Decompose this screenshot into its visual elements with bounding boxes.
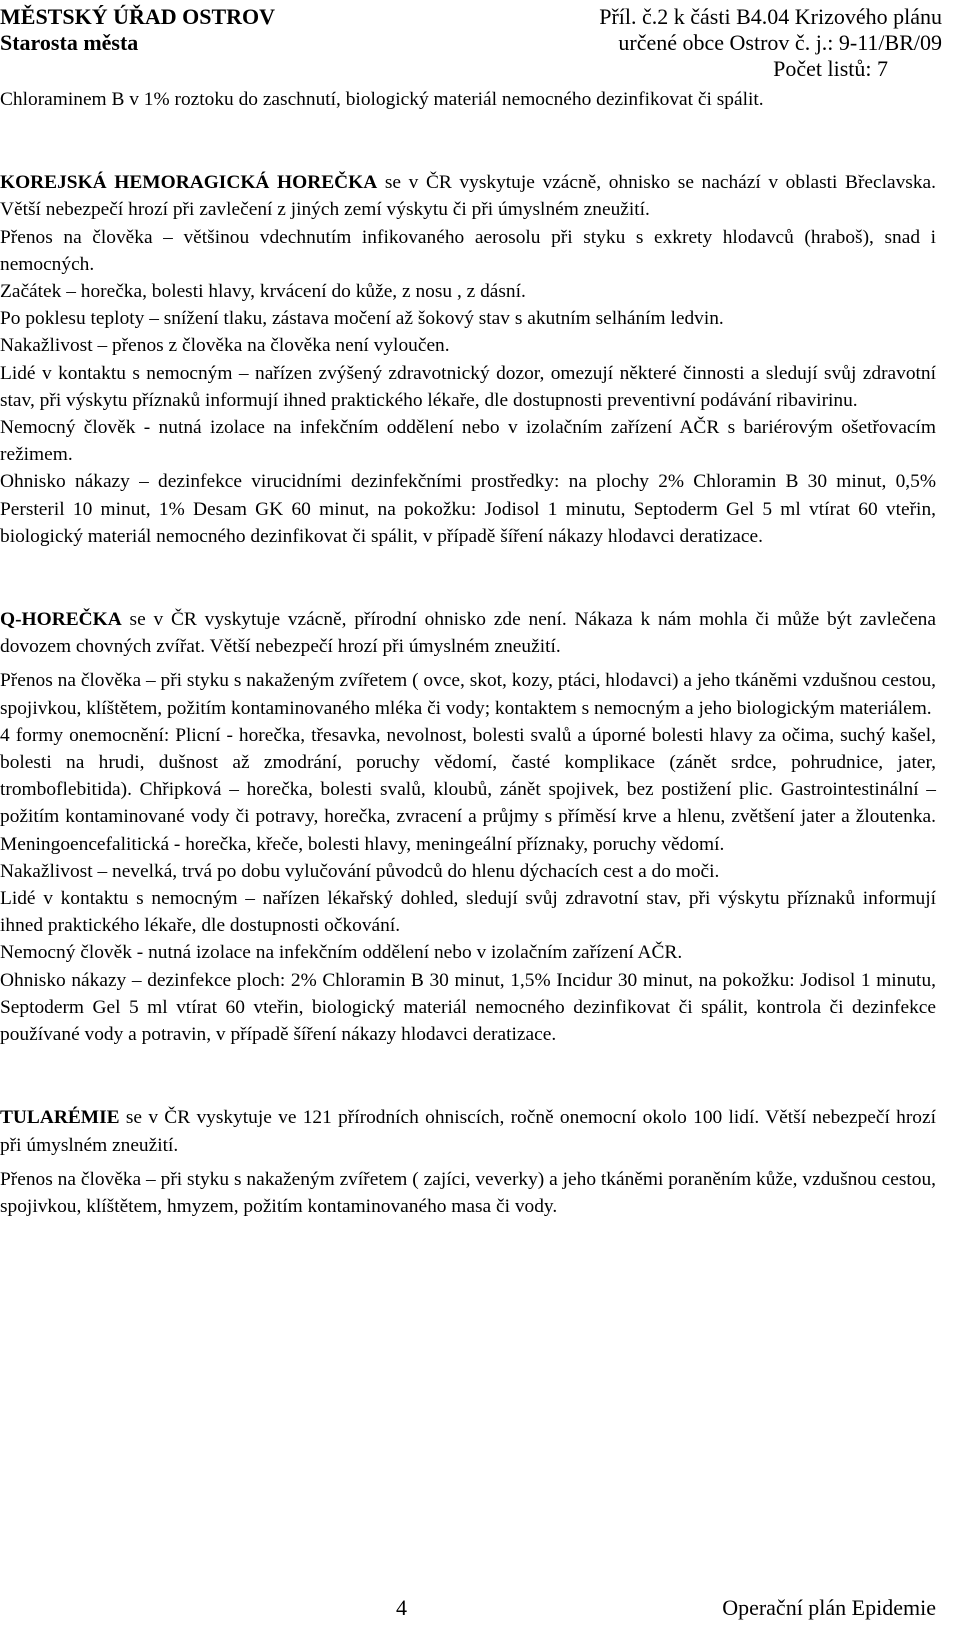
attachment-reference: Příl. č.2 k části B4.04 Krizového plánu <box>599 4 942 29</box>
paragraph-forms: 4 formy onemocnění: Plicní - horečka, třesavka, nevolnost, bolesti svalů a úporné bolesti hlavy za očima, suchý kašel, bolesti na hrudi, dušnost až zmodrání, poruchy vědomí, časté komplikace (zánět srdce, pohrudnice, jater, tromboflebitida). Chřipková – horečka, bolesti svalů, kloubů, zánět spojivek, bez postižení plic. Gastrointestinální – požitím kontaminované vody či potravy, horečka, zvracení a průjmy s příměsí krve a hlenu, zvětšení jater a žloutenka. Meningoencefalitická - horečka, křeče, bolesti hlavy, meningeální příznaky, poruchy vědomí. <box>0 724 936 855</box>
section-heading: KOREJSKÁ HEMORAGICKÁ HOREČKA <box>0 172 378 194</box>
section-q-horecka <box>0 606 936 1048</box>
section-tularemie <box>0 1104 936 1220</box>
intro-paragraph: Chloraminem B v 1% roztoku do zaschnutí, biologický materiál nemocného dezinfikovat či spálit. <box>0 89 764 110</box>
case-number: určené obce Ostrov č. j.: 9-11/BR/09 <box>618 30 942 55</box>
section-intro: TULARÉMIE se v ČR vyskytuje ve 121 přírodních ohniscích, ročně onemocní okolo 100 lidí. Větší nebezpečí hrozí při úmyslném zneužití. <box>0 1107 936 1156</box>
paragraph-contacts: Lidé v kontaktu s nemocným – nařízen zvýšený zdravotnický dozor, omezují některé činnosti a sledují svůj zdravotní stav, při výskytu příznaků informují ihned praktického lékaře, dle dostupnosti preventivní podávání ribavirinu. <box>0 362 936 411</box>
paragraph-contacts: Lidé v kontaktu s nemocným – nařízen lékařský dohled, sledují svůj zdravotní stav, při výskytu příznaků informují ihned praktického lékaře, dle dostupnosti očkování. <box>0 888 936 937</box>
paragraph-patient: Nemocný člověk - nutná izolace na infekčním oddělení nebo v izolačním zařízení AČR s bariérovým ošetřovacím režimem. <box>0 417 936 466</box>
header-reference <box>599 4 942 82</box>
paragraph-transmission: Přenos na člověka – při styku s nakaženým zvířetem ( zajíci, veverky) a jeho tkáněmi poraněním kůže, vzdušnou cestou, spojivkou, klíštětem, hmyzem, požitím kontaminovaného masa či vody. <box>0 1168 936 1217</box>
paragraph-disinfection: Ohnisko nákazy – dezinfekce virucidními dezinfekčními prostředky: na plochy 2% Chloramin B 30 minut, 0,5% Persteril 10 minut, 1% Desam GK 60 minut, na pokožku: Jodisol 1 minutu, Septoderm Gel 5 ml vtírat 60 vteřin, biologický materiál nemocného dezinfikovat či spálit, v případě šíření nákazy hlodavci deratizace. <box>0 471 936 547</box>
document-body <box>0 86 936 1220</box>
paragraph-transmission: Přenos na člověka – většinou vdechnutím infikovaného aerosolu při styku s exkrety hlodavců (hraboš), snad i nemocných. <box>0 226 936 275</box>
section-heading: Q-HOREČKA <box>0 609 122 631</box>
office-subtitle: Starosta města <box>0 30 139 55</box>
paragraph-onset: Začátek – horečka, bolesti hlavy, krvácení do kůže, z nosu , z dásní. <box>0 281 526 303</box>
paragraph-progress: Po poklesu teploty – snížení tlaku, zástava močení až šokový stav s akutním selháním ledvin. <box>0 308 724 330</box>
section-intro: Q-HOREČKA se v ČR vyskytuje vzácně, přírodní ohnisko zde není. Nákaza k nám mohla či může být zavlečena dovozem chovných zvířat. Větší nebezpečí hrozí při úmyslném zneužití. <box>0 609 936 658</box>
footer-document-title: Operační plán Epidemie <box>722 1595 936 1620</box>
page-number: 4 <box>396 1595 407 1620</box>
section-heading: TULARÉMIE <box>0 1107 120 1129</box>
paragraph-transmission: Přenos na člověka – při styku s nakaženým zvířetem ( ovce, skot, kozy, ptáci, hlodavci) a jeho tkáněmi vzdušnou cestou, spojivkou, klíštětem, požitím kontaminovaného mléka či vody; kontaktem s nemocným a jeho biologickým materiálem. <box>0 670 936 719</box>
section-korejska-horecka <box>0 169 936 550</box>
paragraph-contagiousness: Nakažlivost – přenos z člověka na člověka není vyloučen. <box>0 335 450 357</box>
office-name: MĚSTSKÝ ÚŘAD OSTROV <box>0 4 276 29</box>
paragraph-patient: Nemocný člověk - nutná izolace na infekčním oddělení nebo v izolačním zařízení AČR. <box>0 942 683 964</box>
paragraph-contagiousness: Nakažlivost – nevelká, trvá po dobu vylučování původců do hlenu dýchacích cest a do moči. <box>0 860 720 882</box>
sheet-count: Počet listů: 7 <box>773 56 888 81</box>
header-office <box>0 4 275 56</box>
section-intro: KOREJSKÁ HEMORAGICKÁ HOREČKA se v ČR vyskytuje vzácně, ohnisko se nachází v oblasti Břeclavska. Větší nebezpečí hrozí při zavlečení z jiných zemí výskytu či při úmyslném zneužití. <box>0 172 936 221</box>
paragraph-disinfection: Ohnisko nákazy – dezinfekce ploch: 2% Chloramin B 30 minut, 1,5% Incidur 30 minut, na pokožku: Jodisol 1 minutu, Septoderm Gel 5 ml vtírat 60 vteřin, biologický materiál nemocného dezinfikovat či spálit, kontrola či dezinfekce používané vody a potravin, v případě šíření nákazy hlodavci deratizace. <box>0 969 936 1046</box>
